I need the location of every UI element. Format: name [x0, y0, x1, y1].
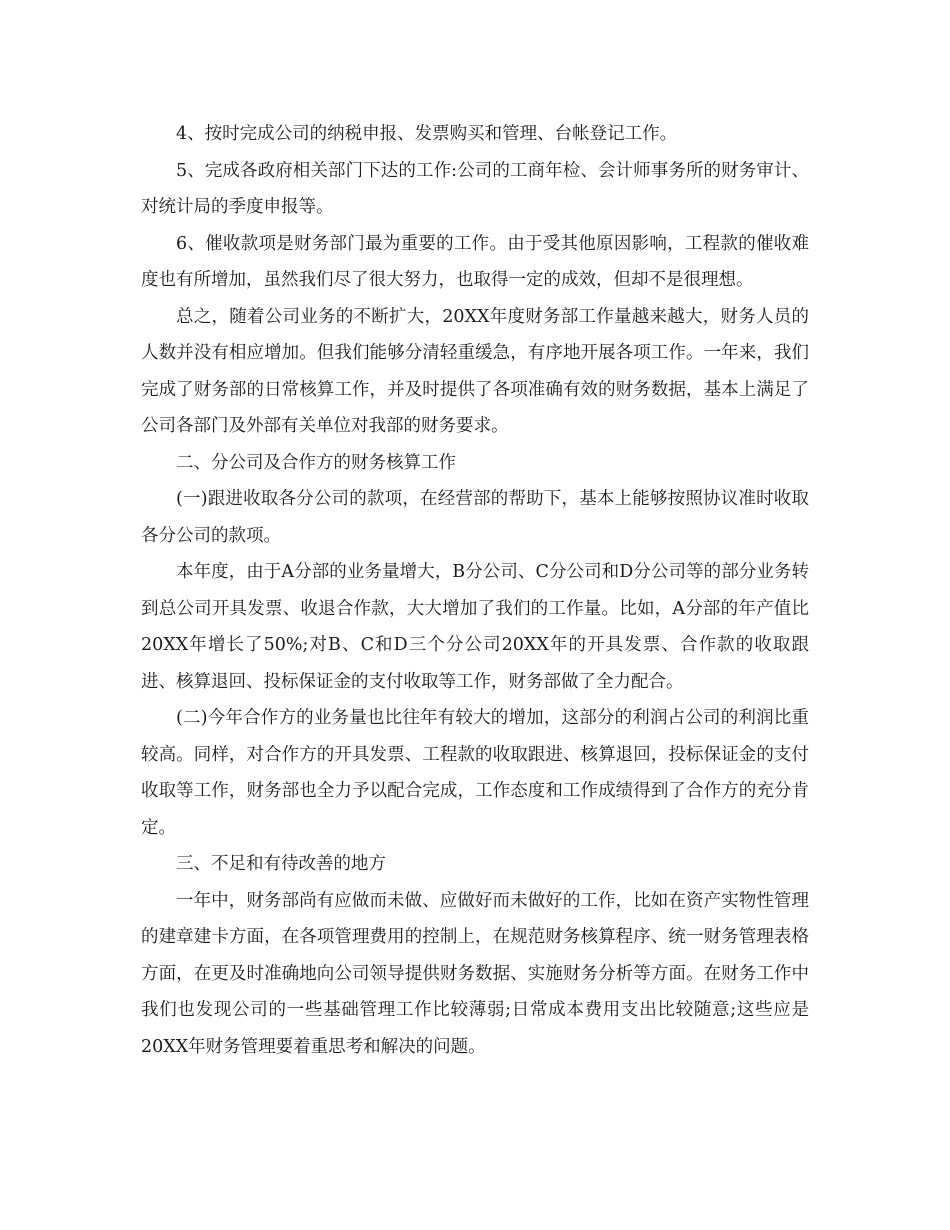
paragraph-item-4: 4、按时完成公司的纳税申报、发票购买和管理、台帐登记工作。: [176, 124, 678, 144]
paragraph-summary: 总之，随着公司业务的不断扩大，20XX年度财务部工作量越来越大，财务人员的人数并没有相应增加。但我们能够分清轻重缓急，有序地开展各项工作。一年来，我们完成了财务部的日常核算工作，并及时提供了各项准确有效的财务数据，基本上满足了公司各部门及外部有关单位对我部的财务要求。: [141, 306, 809, 436]
document-body: [141, 116, 809, 1065]
paragraph-item-5: 5、完成各政府相关部门下达的工作:公司的工商年检、会计师事务所的财务审计、对统计局的季度申报等。: [141, 160, 809, 217]
section-heading-2: 二、分公司及合作方的财务核算工作: [176, 452, 456, 473]
paragraph-sub-1: (一)跟进收取各分公司的款项，在经营部的帮助下，基本上能够按照协议准时收取各分公司的款项。: [141, 489, 809, 546]
section-heading-3: 三、不足和有待改善的地方: [176, 854, 386, 874]
paragraph-this-year: 本年度，由于A分部的业务量增大，B分公司、C分公司和D分公司等的部分业务转到总公司开具发票、收退合作款，大大增加了我们的工作量。比如，A分部的年产值比20XX年增长了50%;对B、C和D三个分公司20XX年的开具发票、合作款的收取跟进、核算退回、投标保证金的支付收取等工作，财务部做了全力配合。: [141, 562, 809, 692]
paragraph-sub-2: (二)今年合作方的业务量也比往年有较大的增加，这部分的利润占公司的利润比重较高。同样，对合作方的开具发票、工程款的收取跟进、核算退回，投标保证金的支付收取等工作，财务部也全力予以配合完成，工作态度和工作成绩得到了合作方的充分肯定。: [141, 708, 809, 838]
paragraph-shortcomings: 一年中，财务部尚有应做而未做、应做好而未做好的工作，比如在资产实物性管理的建章建卡方面，在各项管理费用的控制上，在规范财务核算程序、统一财务管理表格方面，在更及时准确地向公司领导提供财务数据、实施财务分析等方面。在财务工作中我们也发现公司的一些基础管理工作比较薄弱;日常成本费用支出比较随意;这些应是20XX年财务管理要着重思考和解决的问题。: [141, 890, 809, 1057]
paragraph-item-6: 6、催收款项是财务部门最为重要的工作。由于受其他原因影响，工程款的催收难度也有所增加，虽然我们尽了很大努力，也取得一定的成效，但却不是很理想。: [141, 233, 809, 290]
